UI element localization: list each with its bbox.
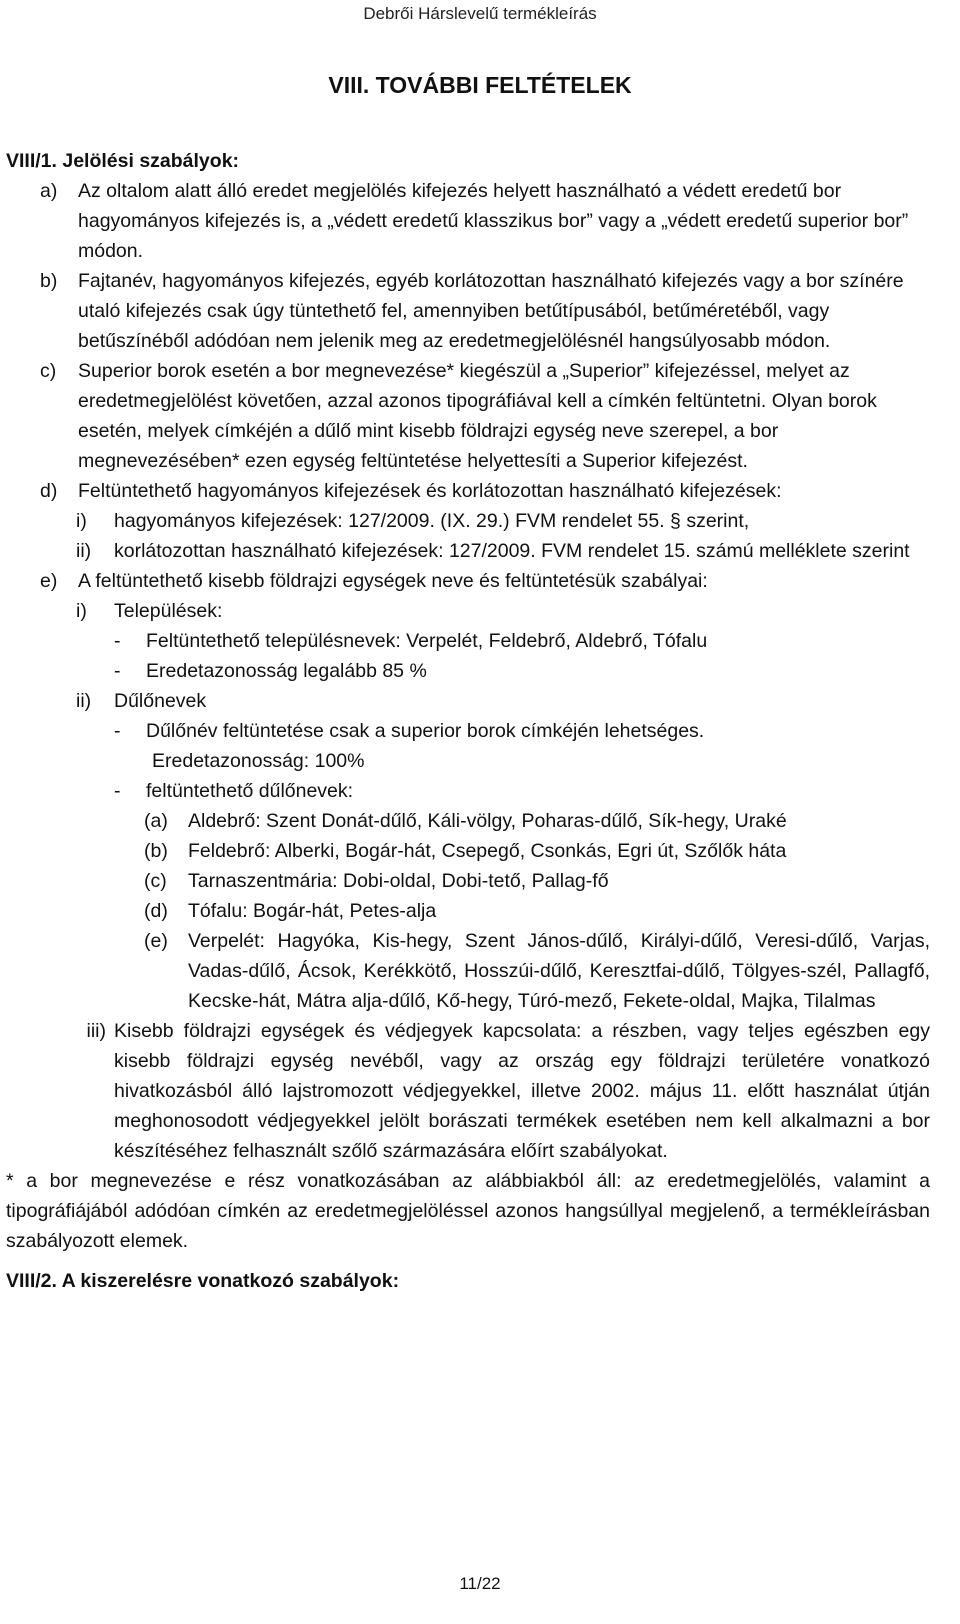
- item-label: e): [40, 570, 58, 592]
- list-item-e-i: [6, 596, 930, 626]
- item-text: Tófalu: Bogár-hát, Petes-alja: [188, 900, 437, 922]
- item-text: Tarnaszentmária: Dobi-oldal, Dobi-tető, Pallag-fő: [188, 870, 609, 892]
- bullet-dash: -: [114, 720, 121, 742]
- list-item-d: [6, 476, 930, 506]
- item-label: d): [40, 480, 58, 502]
- vineyard-item-e: [6, 926, 930, 1016]
- item-text: feltüntethető dűlőnevek:: [146, 780, 354, 802]
- item-label: b): [40, 270, 58, 292]
- item-text: Dűlőnév feltüntetése csak a superior borok címkéjén lehetséges.: [146, 720, 705, 742]
- list-item-e-ii: [6, 686, 930, 716]
- section-title: VIII/2. A kiszerelésre vonatkozó szabályok:: [6, 1270, 400, 1292]
- item-label: (c): [144, 870, 167, 892]
- bullet-item: [6, 656, 930, 686]
- vineyard-item-a: [6, 806, 930, 836]
- item-text: Verpelét: Hagyóka, Kis-hegy, Szent János-dűlő, Királyi-dűlő, Veresi-dűlő, Varjas, Vadas-dűlő, Ácsok, Kerékkötő, Hosszúi-dűlő, Keresztfai-dűlő, Tölgyes-szél, Pallagfő, Kecske-hát, Mátra alja-dűlő, Kő-hegy, Túró-mező, Fekete-oldal, Majka, Tilalmas: [188, 930, 930, 1012]
- list-item-d-ii: [6, 536, 930, 566]
- bullet-item: [6, 626, 930, 656]
- section-title: VIII/1. Jelölési szabályok:: [6, 150, 240, 172]
- item-label: i): [76, 600, 87, 622]
- list-item-b: [6, 266, 930, 356]
- bullet-item: [6, 716, 930, 746]
- item-label: ii): [76, 540, 92, 562]
- bullet-item: [6, 776, 930, 806]
- item-text: A feltüntethető kisebb földrajzi egységek neve és feltüntetésük szabályai:: [78, 570, 708, 592]
- item-label: (a): [144, 810, 168, 832]
- list-item-e-iii: [6, 1016, 930, 1166]
- item-text: Fajtanév, hagyományos kifejezés, egyéb korlátozottan használható kifejezés vagy a bor színére utaló kifejezés csak úgy tüntethető fel, amennyiben betűtípusából, betűméretéből, vagy betűszínéből adódóan nem jelenik meg az eredetmegjelölésnél hangsúlyosabb módon.: [78, 270, 904, 352]
- page-number: 11/22: [459, 1574, 501, 1593]
- item-text: Kisebb földrajzi egységek és védjegyek kapcsolata: a részben, vagy teljes egészben egy kisebb földrajzi egység nevéből, vagy az ország egy földrajzi területére vonatkozó hivatkozásból álló lajstromozott védjegyekkel, illetve 2002. május 11. előtt használat útján meghonosodott védjegyekkel jelölt borászati termékek esetében nem kell alkalmazni a bor készítéséhez felhasznált szőlő származására előírt szabályokat.: [114, 1020, 930, 1162]
- item-label: (e): [144, 930, 168, 952]
- item-text: Az oltalom alatt álló eredet megjelölés kifejezés helyett használható a védett eredetű bor hagyományos kifejezés is, a „védett eredetű klasszikus bor” vagy a „védett eredetű superior bor” módon.: [78, 180, 909, 262]
- document-body: [6, 146, 930, 1296]
- item-label: iii): [86, 1020, 106, 1042]
- item-text: korlátozottan használható kifejezések: 127/2009. FVM rendelet 15. számú melléklete szerint: [114, 540, 910, 562]
- list-item-a: [6, 176, 930, 266]
- item-text: Feltüntethető hagyományos kifejezések és korlátozottan használható kifejezések:: [78, 480, 782, 502]
- list-item-c: [6, 356, 930, 476]
- item-label: i): [76, 510, 87, 532]
- item-text: Dűlőnevek: [114, 690, 207, 712]
- item-label: (d): [144, 900, 168, 922]
- item-text: hagyományos kifejezések: 127/2009. (IX. 29.) FVM rendelet 55. § szerint,: [114, 510, 750, 532]
- item-text: Aldebrő: Szent Donát-dűlő, Káli-völgy, Poharas-dűlő, Sík-hegy, Uraké: [188, 810, 787, 832]
- list-item-d-i: [6, 506, 930, 536]
- bullet-dash: -: [114, 660, 121, 682]
- bullet-dash: -: [114, 780, 121, 802]
- item-label: a): [40, 180, 58, 202]
- item-text: Feldebrő: Alberki, Bogár-hát, Csepegő, Csonkás, Egri út, Szőlők háta: [188, 840, 787, 862]
- vineyard-item-b: [6, 836, 930, 866]
- bullet-dash: -: [114, 630, 121, 652]
- item-text: Feltüntethető településnevek: Verpelét, Feldebrő, Aldebrő, Tófalu: [146, 630, 708, 652]
- page-header: Debrői Hárslevelű termékleírás: [363, 4, 597, 23]
- item-text: Eredetazonosság legalább 85 %: [146, 660, 427, 682]
- page-title: VIII. TOVÁBBI FELTÉTELEK: [328, 72, 632, 98]
- footnote: * a bor megnevezése e rész vonatkozásában az alábbiakból áll: az eredetmegjelölés, valamint a tipográfiájából adódóan címkén az eredetmegjelöléssel azonos hangsúllyal megjelenő, a termékleírásban szabályozott elemek.: [6, 1170, 930, 1252]
- item-label: (b): [144, 840, 168, 862]
- item-label: ii): [76, 690, 92, 712]
- item-text: Települések:: [114, 600, 223, 622]
- vineyard-item-c: [6, 866, 930, 896]
- list-item-e: [6, 566, 930, 596]
- bullet-continuation: Eredetazonosság: 100%: [152, 750, 365, 772]
- item-label: c): [40, 360, 57, 382]
- vineyard-item-d: [6, 896, 930, 926]
- item-text: Superior borok esetén a bor megnevezése* kiegészül a „Superior” kifejezéssel, melyet az eredetmegjelölést követően, azzal azonos tipográfiával kell a címkén feltüntetni. Olyan borok esetén, melyek címkéjén a dűlő mint kisebb földrajzi egység neve szerepel, a bor megnevezésében* ezen egység feltüntetése helyettesíti a Superior kifejezést.: [78, 360, 877, 472]
